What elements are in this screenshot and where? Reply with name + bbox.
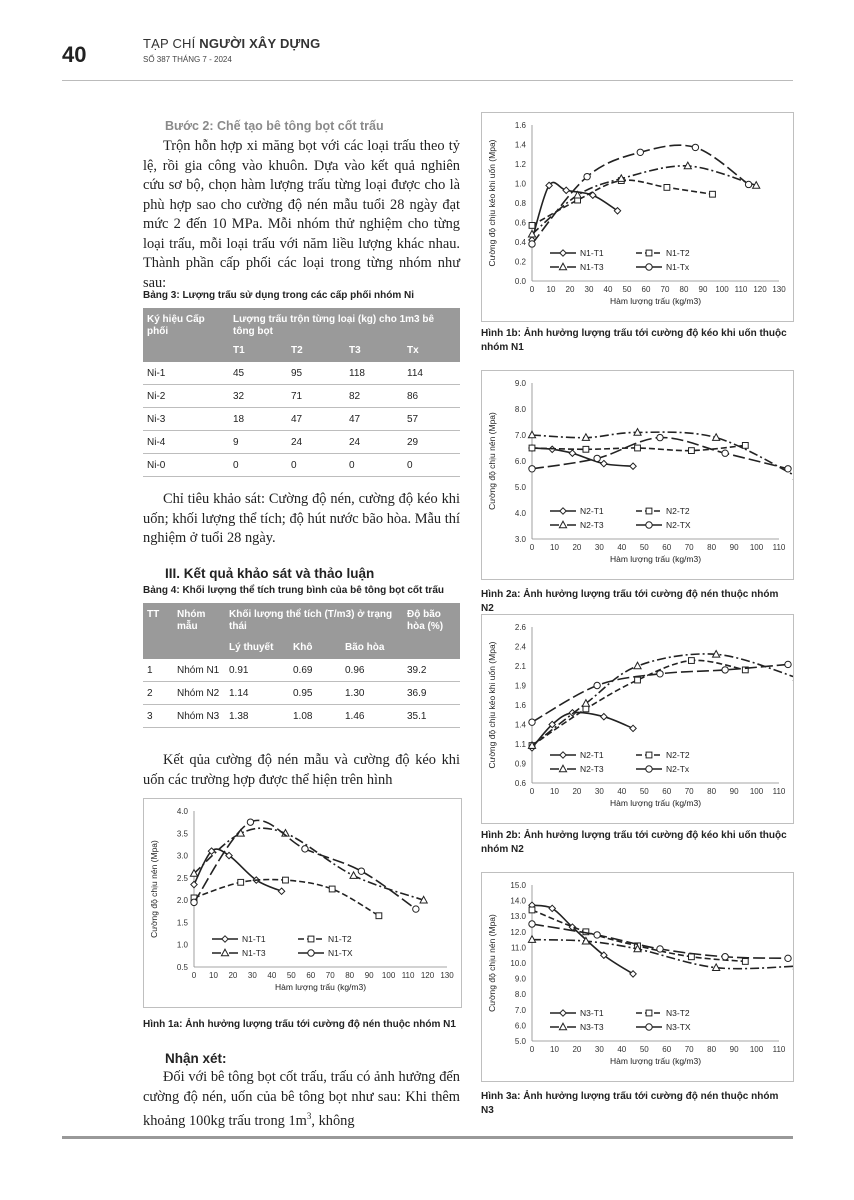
table4-header-absorb: Độ bão hòa (%) — [403, 603, 460, 659]
x-tick-label: 40 — [617, 787, 627, 796]
data-point-n1-tx — [413, 906, 419, 912]
x-tick-label: 30 — [594, 543, 604, 552]
data-point-n2-tx — [657, 671, 663, 677]
data-point-n1-tx — [529, 241, 535, 247]
y-tick-label: 3.5 — [176, 829, 188, 839]
legend-entry: N1-T1 — [580, 248, 604, 258]
x-tick-label: 30 — [584, 285, 594, 294]
table-3 — [143, 308, 460, 477]
data-point-n2-tx — [722, 667, 728, 673]
x-tick-label: 110 — [772, 1045, 786, 1054]
y-tick-label: 9.0 — [514, 974, 526, 984]
issue-line: SỐ 387 THÁNG 7 - 2024 — [143, 55, 232, 64]
x-tick-label: 70 — [684, 1045, 694, 1054]
table-row: Ni-3 18 47 47 57 — [143, 408, 460, 431]
series-line-n2-t1 — [532, 712, 633, 747]
legend-marker — [221, 949, 228, 956]
data-point-n2-t1 — [630, 725, 636, 731]
y-tick-label: 7.0 — [514, 431, 526, 440]
series-line-n3-t3 — [532, 940, 793, 969]
x-tick-label: 30 — [594, 1045, 604, 1054]
table-row: Ni-0 0 0 0 0 — [143, 454, 460, 477]
data-point-n2-t3 — [634, 662, 641, 669]
x-tick-label: 80 — [707, 543, 717, 552]
data-point-n2-tx — [529, 466, 535, 472]
legend-entry: N2-T2 — [666, 750, 690, 760]
y-tick-label: 14.0 — [510, 896, 526, 906]
figure-2a — [481, 370, 794, 580]
x-tick-label: 60 — [662, 543, 672, 552]
data-point-n2-t2 — [583, 706, 589, 712]
figure-1a-caption: Hình 1a: Ảnh hưởng lượng trấu tới cường độ nén thuộc nhóm N1 — [143, 1019, 456, 1030]
paragraph-2: Chỉ tiêu khảo sát: Cường độ nén, cường độ kéo khi uốn; khối lượng thể tích; độ hút nước bão hòa. Mẫu thí nghiệm ở tuổi 28 ngày. — [143, 491, 460, 546]
figure-2b — [481, 614, 794, 824]
legend-marker — [560, 250, 566, 256]
data-point-n1-tx — [692, 144, 698, 150]
data-point-n3-tx — [722, 954, 728, 960]
legend-entry: N1-T3 — [242, 948, 266, 958]
data-point-n2-t2 — [529, 445, 535, 451]
data-point-n1-t1 — [563, 187, 569, 193]
x-tick-label: 40 — [617, 1045, 627, 1054]
data-point-n3-tx — [657, 946, 663, 952]
legend-entry: N2-T1 — [580, 506, 604, 516]
x-tick-label: 130 — [440, 971, 454, 980]
x-tick-label: 110 — [772, 543, 786, 552]
legend-entry: N2-T2 — [666, 506, 690, 516]
y-tick-label: 10.0 — [510, 959, 526, 968]
data-point-n1-t1 — [191, 881, 197, 887]
x-tick-label: 90 — [729, 787, 739, 796]
table4-caption: Bảng 4: Khối lượng thể tích trung bình của bê tông bọt cốt trấu — [143, 585, 444, 596]
x-tick-label: 100 — [715, 285, 729, 294]
data-point-n1-tx — [302, 846, 308, 852]
y-tick-label: 1.1 — [514, 740, 526, 749]
y-tick-label: 0.2 — [514, 257, 526, 267]
x-tick-label: 0 — [191, 971, 197, 980]
y-tick-label: 1.4 — [514, 720, 526, 730]
legend-marker — [646, 766, 652, 772]
data-point-n3-t2 — [742, 959, 748, 965]
legend-marker — [559, 263, 566, 270]
x-tick-label: 30 — [594, 787, 604, 796]
y-tick-label: 2.5 — [176, 873, 188, 883]
x-axis-label: Hàm lượng trấu (kg/m3) — [609, 296, 702, 306]
y-tick-label: 0.9 — [514, 759, 526, 769]
y-tick-label: 1.0 — [514, 179, 526, 189]
y-tick-label: 15.0 — [510, 881, 526, 890]
data-point-n2-t2 — [689, 448, 695, 454]
y-tick-label: 8.0 — [514, 990, 526, 1000]
data-point-n1-tx — [745, 181, 751, 187]
x-tick-label: 0 — [529, 787, 535, 796]
legend-entry: N1-Tx — [666, 262, 690, 272]
x-tick-label: 40 — [603, 285, 613, 294]
y-tick-label: 0.4 — [514, 238, 526, 247]
legend-entry: N3-T1 — [580, 1008, 604, 1018]
header-divider — [62, 80, 793, 81]
legend-marker — [222, 936, 228, 942]
legend-entry: N3-T3 — [580, 1022, 604, 1032]
x-tick-label: 120 — [420, 971, 435, 980]
x-tick-label: 100 — [749, 787, 764, 796]
x-tick-label: 30 — [247, 971, 257, 980]
legend-entry: N2-T3 — [580, 764, 604, 774]
y-tick-label: 7.0 — [514, 1005, 526, 1015]
x-axis-label: Hàm lượng trấu (kg/m3) — [609, 798, 702, 808]
series-line-n1-t1 — [532, 182, 618, 240]
data-point-n1-t2 — [710, 191, 716, 197]
y-axis-label: Cường độ chịu nén (Mpa) — [487, 412, 497, 510]
x-tick-label: 60 — [662, 1045, 672, 1054]
x-tick-label: 90 — [698, 285, 708, 294]
y-axis-label: Cường độ chịu nén (Mpa) — [149, 840, 159, 938]
legend-entry: N2-T3 — [580, 520, 604, 530]
legend-entry: N2-Tx — [666, 764, 690, 774]
x-tick-label: 40 — [267, 971, 277, 980]
table-row: Ni-2 32 71 82 86 — [143, 385, 460, 408]
x-tick-label: 50 — [286, 971, 296, 980]
x-tick-label: 60 — [662, 787, 672, 796]
legend-entry: N1-T2 — [328, 934, 352, 944]
legend-marker — [560, 508, 566, 514]
chart-1a — [144, 799, 461, 1007]
data-point-n1-tx — [637, 149, 643, 155]
data-point-n3-tx — [785, 955, 791, 961]
chart-2a — [482, 371, 793, 579]
x-tick-label: 100 — [749, 543, 764, 552]
legend-marker — [308, 950, 314, 956]
data-point-n1-t1 — [278, 888, 284, 894]
chart-3a — [482, 873, 793, 1081]
data-point-n1-t2 — [664, 185, 670, 191]
y-tick-label: 0.6 — [514, 779, 526, 788]
legend-entry: N2-TX — [666, 520, 691, 530]
table-row: 2 Nhóm N2 1.14 0.95 1.30 36.9 — [143, 682, 460, 705]
x-tick-label: 90 — [364, 971, 374, 980]
table3-header-group: Lượng trấu trộn từng loại (kg) cho 1m3 bê tông bọt — [229, 308, 460, 340]
legend-entry: N1-T2 — [666, 248, 690, 258]
legend-marker — [559, 521, 566, 528]
legend-entry: N1-T1 — [242, 934, 266, 944]
page-number: 40 — [62, 42, 87, 67]
table-row: 1 Nhóm N1 0.91 0.69 0.96 39.2 — [143, 659, 460, 682]
data-point-n2-t2 — [635, 445, 641, 451]
data-point-n1-tx — [358, 868, 364, 874]
y-tick-label: 6.0 — [514, 457, 526, 466]
legend-entry: N1-TX — [328, 948, 353, 958]
x-tick-label: 10 — [550, 1045, 559, 1054]
y-tick-label: 9.0 — [514, 379, 526, 388]
x-tick-label: 60 — [306, 971, 316, 980]
x-tick-label: 0 — [529, 285, 535, 294]
y-tick-label: 1.2 — [514, 160, 526, 169]
legend-marker — [646, 1024, 652, 1030]
x-tick-label: 20 — [572, 787, 582, 796]
paragraph-4: Đối với bê tông bọt cốt trấu, trấu có ảnh hưởng đến cường độ nén, uốn của bê tông bọt như sau: Khi thêm khoảng 100kg trấu trong $1m^3$, không — [143, 1069, 460, 1129]
x-tick-label: 130 — [772, 285, 786, 294]
figure-2a-caption: Hình 2a: Ảnh hưởng lượng trấu tới cường độ nén thuộc nhóm N2 — [481, 589, 779, 614]
y-tick-label: 11.0 — [511, 943, 526, 953]
table3-header-code: Ký hiệu Cấp phối — [143, 308, 229, 362]
x-tick-label: 40 — [617, 543, 627, 552]
legend-marker — [559, 1023, 566, 1030]
table3-header-t3: T3 — [345, 340, 403, 362]
x-tick-label: 90 — [729, 1045, 739, 1054]
data-point-n2-t2 — [742, 443, 748, 449]
y-tick-label: 0.8 — [514, 199, 526, 208]
y-tick-label: 0.6 — [514, 218, 526, 228]
x-axis-label: Hàm lượng trấu (kg/m3) — [609, 554, 702, 564]
data-point-n2-tx — [722, 450, 728, 456]
y-tick-label: 1.0 — [176, 940, 188, 950]
figure-1b — [481, 112, 794, 322]
table4-header-dry: Khô — [289, 637, 341, 659]
data-point-n1-t2 — [329, 886, 335, 892]
x-tick-label: 70 — [684, 787, 694, 796]
data-point-n3-tx — [594, 932, 600, 938]
series-line-n1-t2 — [532, 180, 713, 225]
y-tick-label: 1.6 — [514, 701, 526, 710]
data-point-n2-tx — [529, 719, 535, 725]
y-tick-label: 3.0 — [176, 851, 188, 861]
series-line-n1-tx — [532, 145, 749, 244]
x-tick-label: 90 — [729, 543, 739, 552]
journal-title — [143, 36, 320, 51]
x-tick-label: 70 — [325, 971, 335, 980]
y-axis-label: Cường độ chịu kéo khi uốn (Mpa) — [487, 641, 497, 769]
chart-2b — [482, 615, 793, 823]
x-tick-label: 100 — [381, 971, 396, 980]
table-4 — [143, 603, 460, 728]
table4-header-theory: Lý thuyết — [225, 637, 289, 659]
table4-header-tt: TT — [143, 603, 173, 659]
legend-marker — [646, 522, 652, 528]
data-point-n1-t2 — [283, 877, 289, 883]
journal-name: NGƯỜI XÂY DỰNG — [199, 36, 321, 51]
data-point-n1-tx — [191, 899, 197, 905]
y-tick-label: 2.6 — [514, 623, 526, 632]
data-point-n2-t1 — [630, 463, 636, 469]
data-point-n2-t1 — [601, 714, 607, 720]
table4-header-saturated: Bão hòa — [341, 637, 403, 659]
legend-marker — [308, 936, 314, 942]
table3-header-t1: T1 — [229, 340, 287, 362]
paragraph-1: Trộn hỗn hợp xi măng bọt với các loại trấu theo tỷ lệ, rồi gia công vào khuôn. Dựa vào kết quả nghiên cứu sơ bộ, chọn hàm lượng trấu từng loại được cho là phù hợp sao cho cường độ nén mẫu tuổi 28 ngày đạt mức 2 đến 10 MPa. Mỗi nhóm thử nghiệm cho từng loại trấu, mỗi loại trấu với năm liều lượng khác nhau. Thành phần cấp phối các loại trong từng nhóm như sau: — [143, 138, 460, 291]
x-tick-label: 10 — [550, 787, 559, 796]
legend-marker — [560, 1010, 566, 1016]
x-tick-label: 70 — [660, 285, 670, 294]
x-tick-label: 50 — [639, 787, 649, 796]
data-point-n2-tx — [594, 682, 600, 688]
data-point-n2-tx — [594, 455, 600, 461]
legend-entry: N3-T2 — [666, 1008, 690, 1018]
data-point-n2-tx — [785, 466, 791, 472]
table-row: Ni-4 9 24 24 29 — [143, 431, 460, 454]
table3-header-tx: Tx — [403, 340, 460, 362]
legend-entry: N1-T3 — [580, 262, 604, 272]
series-line-n1-tx — [194, 820, 416, 909]
y-tick-label: 0.5 — [176, 963, 188, 972]
y-tick-label: 4.0 — [176, 807, 188, 816]
legend-marker — [559, 765, 566, 772]
y-tick-label: 2.0 — [176, 896, 188, 906]
data-point-n1-t2 — [529, 223, 535, 229]
y-tick-label: 12.0 — [510, 927, 526, 937]
legend-marker — [560, 752, 566, 758]
x-axis-label: Hàm lượng trấu (kg/m3) — [609, 1056, 702, 1066]
paragraph-3: Kết qủa cường độ nén mẫu và cường độ kéo khi uốn các trường hợp được thể hiện trên hình — [143, 752, 460, 788]
y-axis-label: Cường độ chịu nén (Mpa) — [487, 914, 497, 1012]
x-tick-label: 0 — [529, 543, 535, 552]
x-tick-label: 60 — [641, 285, 651, 294]
series-line-n3-tx — [532, 924, 788, 958]
legend-marker — [646, 1010, 652, 1016]
section-title: III. Kết quả khảo sát và thảo luận — [165, 566, 375, 581]
legend-entry: N3-TX — [666, 1022, 691, 1032]
x-tick-label: 10 — [209, 971, 218, 980]
y-tick-label: 3.0 — [514, 535, 526, 544]
table-row: Ni-1 45 95 118 114 — [143, 362, 460, 385]
y-tick-label: 4.0 — [514, 509, 526, 518]
y-tick-label: 5.0 — [514, 1037, 526, 1046]
table3-caption: Bảng 3: Lượng trấu sử dụng trong các cấp phối nhóm Ni — [143, 290, 415, 301]
y-tick-label: 0.0 — [514, 277, 526, 286]
x-tick-label: 80 — [707, 787, 717, 796]
table3-header-t2: T2 — [287, 340, 345, 362]
data-point-n2-tx — [657, 434, 663, 440]
legend-marker — [646, 508, 652, 514]
data-point-n2-t1 — [569, 450, 575, 456]
data-point-n3-t2 — [689, 954, 695, 960]
table4-header-group: Nhóm mẫu — [173, 603, 225, 659]
y-tick-label: 1.4 — [514, 140, 526, 150]
x-tick-label: 10 — [546, 285, 556, 294]
x-tick-label: 20 — [572, 1045, 582, 1054]
data-point-n2-t2 — [583, 446, 589, 452]
x-tick-label: 110 — [734, 285, 748, 294]
legend-marker — [646, 250, 652, 256]
x-tick-label: 110 — [772, 787, 786, 796]
x-tick-label: 100 — [749, 1045, 764, 1054]
y-tick-label: 1.9 — [514, 681, 526, 691]
remark-title: Nhận xét: — [165, 1051, 227, 1066]
table-row: 3 Nhóm N3 1.38 1.08 1.46 35.1 — [143, 705, 460, 728]
y-tick-label: 1.5 — [176, 918, 188, 928]
x-tick-label: 50 — [639, 543, 649, 552]
figure-3a-caption: Hình 3a: Ảnh hưởng lượng trấu tới cường độ nén thuộc nhóm N3 — [481, 1091, 779, 1116]
data-point-n2-t1 — [601, 460, 607, 466]
x-tick-label: 20 — [228, 971, 238, 980]
legend-marker — [646, 264, 652, 270]
data-point-n1-tx — [584, 173, 590, 179]
x-tick-label: 80 — [679, 285, 689, 294]
y-tick-label: 6.0 — [514, 1021, 526, 1031]
figure-1b-caption: Hình 1b: Ảnh hưởng lượng trấu tới cường độ kéo khi uốn thuộc nhóm N1 — [481, 328, 787, 353]
footer-divider — [62, 1136, 793, 1139]
legend-marker — [646, 752, 652, 758]
y-tick-label: 8.0 — [514, 405, 526, 414]
data-point-n1-tx — [247, 819, 253, 825]
x-tick-label: 10 — [550, 543, 559, 552]
data-point-n3-tx — [529, 921, 535, 927]
y-tick-label: 2.1 — [514, 662, 526, 671]
x-tick-label: 70 — [684, 543, 694, 552]
y-tick-label: 1.6 — [514, 121, 526, 130]
figure-2b-caption: Hình 2b: Ảnh hưởng lượng trấu tới cường độ kéo khi uốn thuộc nhóm N2 — [481, 830, 787, 855]
series-line-n1-t2 — [194, 880, 379, 916]
figure-1a — [143, 798, 462, 1008]
data-point-n1-t3 — [350, 872, 357, 879]
data-point-n1-t2 — [376, 913, 382, 919]
journal-prefix: TẠP CHÍ — [143, 36, 200, 51]
table4-header-density: Khối lượng thể tích (T/m3) ở trạng thái — [225, 603, 403, 637]
figure-3a — [481, 872, 794, 1082]
x-tick-label: 110 — [401, 971, 415, 980]
x-tick-label: 80 — [345, 971, 355, 980]
y-axis-label: Cường độ chịu kéo khi uốn (Mpa) — [487, 139, 497, 267]
x-tick-label: 50 — [639, 1045, 649, 1054]
x-tick-label: 80 — [707, 1045, 717, 1054]
x-tick-label: 0 — [529, 1045, 535, 1054]
chart-1b — [482, 113, 793, 321]
y-tick-label: 13.0 — [510, 912, 526, 922]
data-point-n3-t2 — [529, 907, 535, 913]
x-tick-label: 50 — [622, 285, 632, 294]
x-tick-label: 20 — [565, 285, 575, 294]
legend-entry: N2-T1 — [580, 750, 604, 760]
step-title: Bước 2: Chế tạo bê tông bọt cốt trấu — [165, 119, 384, 133]
data-point-n2-tx — [785, 661, 791, 667]
x-tick-label: 120 — [753, 285, 767, 294]
x-axis-label: Hàm lượng trấu (kg/m3) — [274, 982, 367, 992]
data-point-n1-t2 — [238, 879, 244, 885]
y-tick-label: 2.4 — [514, 642, 526, 652]
data-point-n2-t2 — [689, 658, 695, 664]
x-tick-label: 20 — [572, 543, 582, 552]
y-tick-label: 5.0 — [514, 483, 526, 492]
data-point-n2-t2 — [635, 677, 641, 683]
